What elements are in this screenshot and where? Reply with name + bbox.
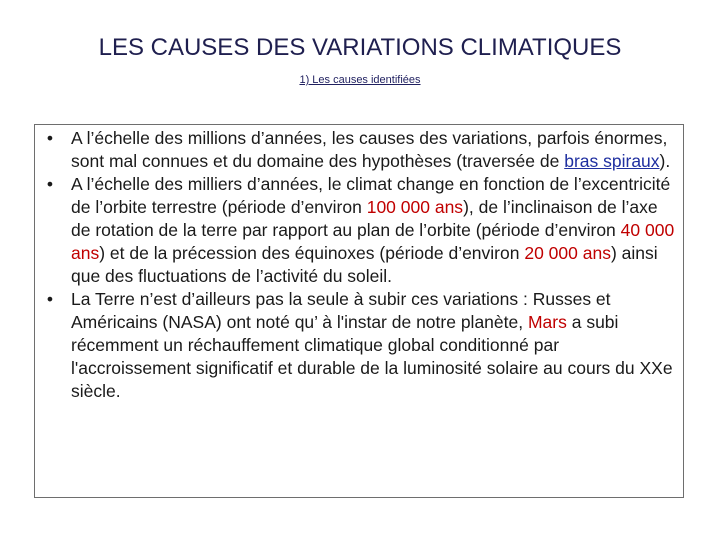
bullet-text: ).: [659, 151, 671, 171]
bullet-text: ) ainsi que des fluctuations de l’activité du soleil.: [71, 243, 658, 286]
bullet-text: ), de l’inclinaison de l’axe de rotation de la terre par rapport au plan de l’orbite (période d’environ: [71, 197, 658, 240]
highlight-20000-ans: 20 000 ans: [524, 243, 611, 263]
highlight-100000-ans: 100 000 ans: [366, 197, 464, 217]
highlight-mars: Mars: [527, 312, 567, 332]
content-box: [34, 124, 684, 498]
bullet-list: [35, 127, 683, 403]
page-title: LES CAUSES DES VARIATIONS CLIMATIQUES: [98, 34, 622, 61]
bullet-item-millions: [35, 127, 683, 173]
bullet-text: ) et de la précession des équinoxes (période d’environ: [99, 243, 525, 263]
bullet-icon: •: [46, 128, 54, 148]
bullet-text: A l’échelle des milliers d’années, le climat change en fonction de l’excentricité de l’orbite terrestre (période d’environ: [71, 174, 671, 217]
bullet-text: La Terre n’est d’ailleurs pas la seule à subir ces variations : Russes et Américains (NASA) ont noté qu’ à l'instar de notre planète,: [71, 289, 611, 332]
bullet-text: A l’échelle des: [71, 128, 188, 148]
bullet-icon: •: [46, 289, 54, 309]
bras-spiraux-link[interactable]: bras spiraux: [564, 151, 660, 171]
bullet-text: d’années, les causes des variations, parfois énormes, sont mal connues et du domaine des hypothèses (traversée de: [71, 128, 668, 171]
emphasis-millions: millions: [187, 128, 247, 148]
bullet-text: a subi récemment un réchauffement climatique global conditionné par l'accroissement significatif et durable de la luminosité solaire au cours du XXe siècle.: [71, 312, 673, 401]
bullet-item-mars: [35, 288, 683, 403]
highlight-40000-ans: 40 000 ans: [71, 220, 675, 263]
bullet-icon: •: [46, 174, 54, 194]
section-subtitle: 1) Les causes identifiées: [299, 74, 421, 86]
bullet-item-milliers: [35, 173, 683, 288]
